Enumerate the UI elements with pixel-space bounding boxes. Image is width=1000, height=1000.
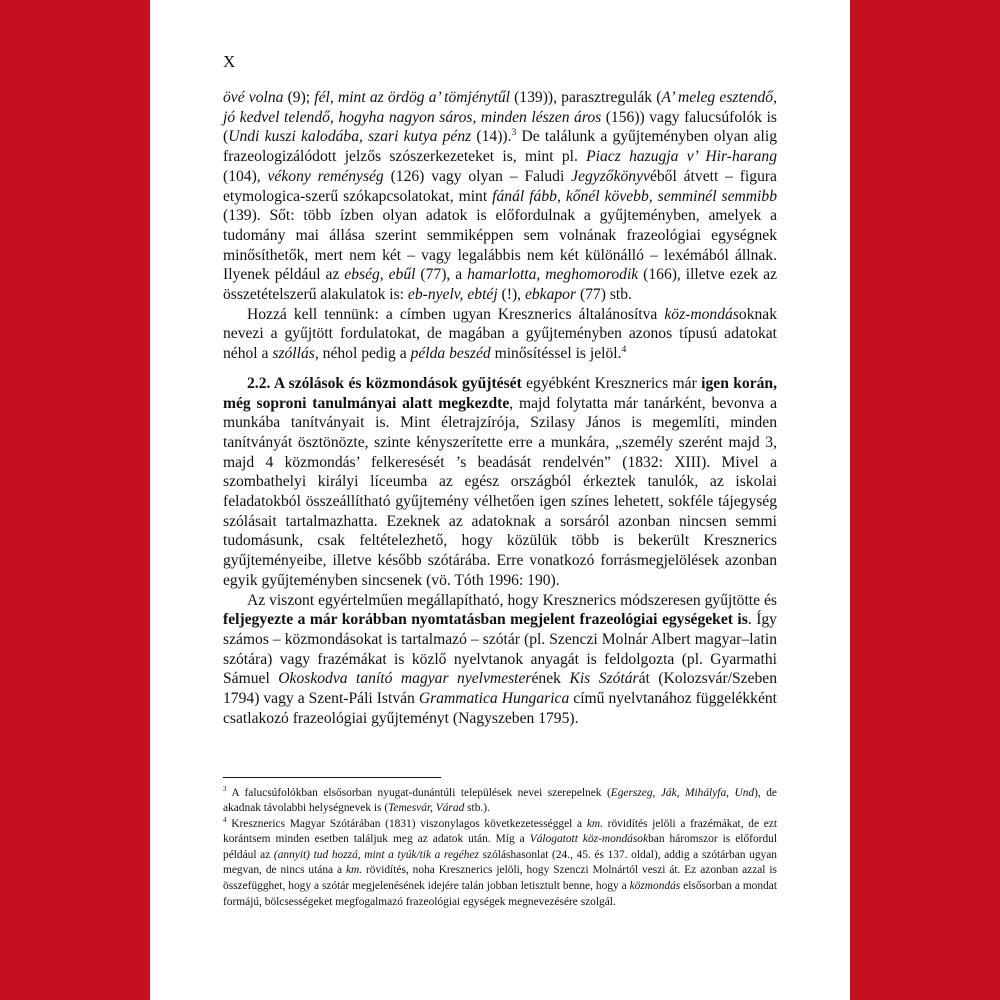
italic-text: övé volna (223, 89, 284, 106)
text-run: néhol pedig a (318, 345, 411, 363)
text-run: szóláshasonlat (24., 45. és 137. oldal), addig a szótárban ugyan megvan, de nincs utána a (223, 848, 777, 877)
italic-text: Piacz hazugja v’ Hir-harang (586, 148, 777, 166)
italic-text: ebség, ebűl (344, 266, 416, 284)
text-run: , majd folytatta már tanárként, bevonva a munkába tanítványait is. Mint életrajzírója, Szilasy János is megemlíti, minden tanítványát ösztönözte, szinte kényszerítette erre a munkára, „személy szerént majd 3, majd 4 közmondás’ felkeresését ’s beadását rendelvén” (1832: XIII). Mivel a szombathelyi királyi líceumba az egész országból érkeztek tanulók, az iskolai feladatokból összeállítható gyűjtemény vélhetően igen színes lehetett, sokféle tájegység szólásait tartalmazhatta. Ezeknek az adatoknak a sorsáról azonban nincsen semmi tudomásunk, csak feltételezhető, hogy közülük több is bekerült Kresznerics gyűjteményeibe, illetve később szótárába. Erre vonatkozó forrásmegjelölések azonban egyik gyűjteményben sincsenek (vö. Tóth 1996: 190). (223, 394, 777, 589)
footnote-separator (223, 777, 441, 778)
text-run: minősítéssel is jelöl. (490, 345, 622, 363)
italic-text: Undi kuszi kalodába, szari kutya pénz (228, 128, 472, 146)
page-content (223, 52, 777, 910)
italic-text: hamarlotta, meghomorodik (467, 266, 639, 284)
italic-text: fél, mint az ördög a’ tömjénytűl (314, 89, 510, 106)
paragraph (223, 305, 777, 364)
text-run: című nyelvtanához függelékként csatlakozó frazeológiai gyűjteményt (Nagyszeben 1795). (223, 690, 777, 727)
paragraph (223, 88, 777, 305)
text-run: A falucsúfolókban elsősorban nyugat-dunántúli települések nevei szerepelnek ( (226, 786, 611, 799)
italic-text: ebkapor (524, 286, 577, 304)
text-run: Hozzá kell tennünk: a címben ugyan Kresznerics általánosítva (247, 305, 665, 323)
italic-text: (annyit) tud hozzá, mint a tyúk/tik a regéhez (273, 848, 479, 861)
italic-text: vékony reménység (267, 167, 384, 185)
italic-text: köz-mondás (664, 305, 739, 323)
text-run: Az viszont egyértelműen megállapítható, hogy Kresznerics módszeresen gyűjtötte és (247, 591, 777, 609)
italic-text: Okoskodva tanító magyar nyelvmester (278, 670, 532, 688)
bold-text: 2.2. A szólások és közmondások gyűjtését (247, 374, 522, 392)
book-page (150, 0, 850, 1000)
italic-text: szóllás, (272, 345, 319, 363)
italic-text: km. (345, 864, 363, 877)
text-run: (77) stb. (576, 286, 632, 304)
text-run: (156)) vagy falucsúfolók is ( (223, 108, 777, 146)
text-run: (!), (497, 286, 525, 304)
bold-text: feljegyezte a már korábban nyomtatásban megjelent frazeológiai egységeket is (223, 611, 748, 629)
text-run: (139). Sőt: több ízben olyan adatok is előfordulnak a gyűjteményben, amelyek a tudomány mai állása szerint semmiképpen sem volnának frazeológiai egységnek minősíthetők, mert nem két – vagy legalábbis nem két különálló – lexémából állnak. Ilyenek például az (223, 207, 777, 284)
text-run: rövidítés, noha Kresznerics jelöli, hogy Szenczi Molnártól veszi át. Ez azonban azzal is összefügghet, hogy a szótár megjelenésének idejére talán jobban letisztult benne, hogy a (223, 864, 777, 893)
italic-text: Kis Szótár (569, 670, 639, 688)
italic-text: fánál fább, kőnél kövebb, semminél semmibb (492, 187, 777, 205)
text-run: (126) vagy olyan – Faludi (383, 167, 572, 185)
italic-text: példa beszéd (410, 345, 491, 363)
footnote-marker: 3 (223, 784, 227, 793)
paragraph (223, 591, 777, 729)
footnote (223, 817, 777, 911)
text-run: . Így számos – közmondásokat is tartalmazó – szótár (pl. Szenczi Molnár Albert magyar–latin szótára) vagy frazémákat is közlő nyelvtanok anyagát is feldolgozta (pl. Gyarmathi Sámuel (223, 611, 777, 688)
text-run: elsősorban a mondat formájú, bölcsességeket megfogalmazó frazeológiai egységek megnevezésére szolgál. (223, 880, 777, 908)
footnote-marker: 3 (511, 127, 517, 139)
text-run: éből átvett – figura etymologica-szerű szókapcsolatokat, mint (223, 167, 777, 205)
body-text (223, 88, 777, 729)
italic-text: Egerszeg, Ják, Mihályfa, Und (610, 786, 755, 799)
footnotes (223, 786, 777, 911)
footnote-marker: 4 (621, 343, 627, 355)
text-run: (77), a (415, 266, 468, 284)
italic-text: közmondás (629, 880, 681, 893)
text-run: egyébként Kresznerics már (521, 374, 702, 392)
text-run: (104), (223, 167, 268, 185)
text-run: ének (531, 670, 570, 688)
text-run: (166), illetve ezek az összetételszerű alakulatok is: (223, 266, 777, 304)
text-run: rövidítés jelöli a frazémákat, de ezt korántsem minden esetben találjuk meg az adatok után. Míg a (223, 817, 778, 846)
italic-text: Temesvár, Várad (388, 802, 465, 815)
bold-text: igen korán, még soproni tanulmányai alatt megkezdte (223, 374, 777, 412)
italic-text: Grammatica Hungarica (418, 690, 570, 708)
text-run: oknak nevezi a gyűjtött fordulatokat, de magában a gyűjteményben azonos típusú adatokat néhol a (223, 305, 777, 363)
text-run: (9); (283, 89, 315, 106)
italic-text: eb-nyelv, ebtéj (407, 286, 498, 304)
italic-text: A’ meleg esztendő, jó kedvel telendő, hogyha nagyon sáros, minden lészen áros (223, 89, 777, 126)
text-run: (139)), parasztregulák ( (509, 89, 662, 106)
page-number: X (223, 52, 236, 71)
footnote (223, 786, 777, 817)
text-run: De találunk a gyűjteményben olyan alig frazeologizálódott jelzős szószerkezeteket is, mint pl. (223, 128, 777, 166)
text-run: ban háromszor is előfordul például az (223, 833, 778, 861)
text-run: Kresznerics Magyar Szótárában (1831) viszonylagos következetességgel a (226, 817, 587, 830)
italic-text: Válogatott köz-mondások (529, 833, 649, 846)
italic-text: km. (586, 817, 603, 830)
footnote-marker: 4 (223, 815, 227, 824)
section-paragraph (223, 374, 777, 591)
text-run: stb.). (464, 802, 490, 815)
text-run: ), de akadnak távolabbi helységnevek is ( (223, 786, 777, 815)
text-run: át (Kolozsvár/Szeben 1794) vagy a Szent-Páli István (223, 670, 777, 708)
italic-text: Jegyzőkönyv (571, 167, 650, 185)
text-run: (14)). (471, 128, 512, 146)
